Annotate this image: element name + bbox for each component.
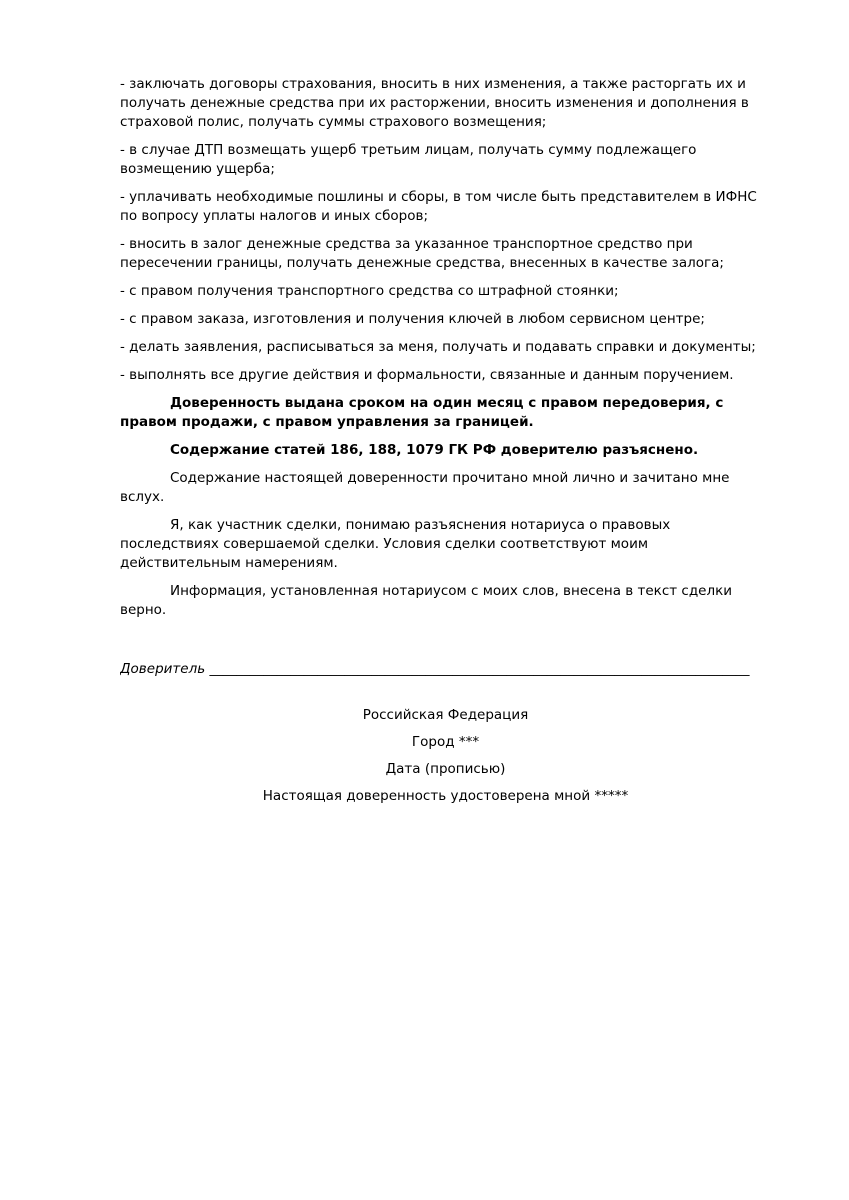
bullet-item: - с правом получения транспортного средства со штрафной стоянки;	[120, 283, 619, 299]
powers-list	[120, 75, 771, 385]
bullet-item: - уплачивать необходимые пошлины и сборы, в том числе быть представителем в ИФНС по вопросу уплаты налогов и иных сборов;	[120, 189, 757, 224]
footer-line-country: Российская Федерация	[362, 707, 529, 723]
statement: Я, как участник сделки, понимаю разъяснения нотариуса о правовых последствиях совершаемой сделки. Условия сделки соответствуют моим действительным намерениям.	[120, 517, 671, 571]
articles-clause: Содержание статей 186, 188, 1079 ГК РФ доверителю разъяснено.	[170, 442, 699, 458]
notary-footer	[120, 706, 771, 806]
bullet-item: - в случае ДТП возмещать ущерб третьим лицам, получать сумму подлежащего возмещению ущерба;	[120, 142, 697, 177]
signature-underline: ________________________________________________________________________________	[209, 661, 750, 677]
bullet-item: - вносить в залог денежные средства за указанное транспортное средство при пересечении границы, получать денежные средства, внесенных в качестве залога;	[120, 236, 724, 271]
statement: Содержание настоящей доверенности прочитано мной лично и зачитано мне вслух.	[120, 470, 730, 505]
term-clause: Доверенность выдана сроком на один месяц с правом передоверия, с правом продажи, с правом управления за границей.	[120, 395, 724, 430]
footer-line-date: Дата (прописью)	[385, 761, 506, 777]
signature-line	[120, 660, 771, 679]
bullet-item: - выполнять все другие действия и формальности, связанные и данным поручением.	[120, 367, 734, 383]
bullet-item: - с правом заказа, изготовления и получения ключей в любом сервисном центре;	[120, 311, 705, 327]
statement: Информация, установленная нотариусом с моих слов, внесена в текст сделки верно.	[120, 583, 733, 618]
footer-line-certification: Настоящая доверенность удостоверена мной *****	[262, 788, 629, 804]
bullet-item: - делать заявления, расписываться за меня, получать и подавать справки и документы;	[120, 339, 756, 355]
footer-line-city: Город ***	[411, 734, 480, 750]
signature-label: Доверитель	[120, 661, 210, 677]
bullet-item: - заключать договоры страхования, вносить в них изменения, а также расторгать их и получать денежные средства при их расторжении, вносить изменения и дополнения в страховой полис, получать суммы страхового возмещения;	[120, 76, 749, 130]
